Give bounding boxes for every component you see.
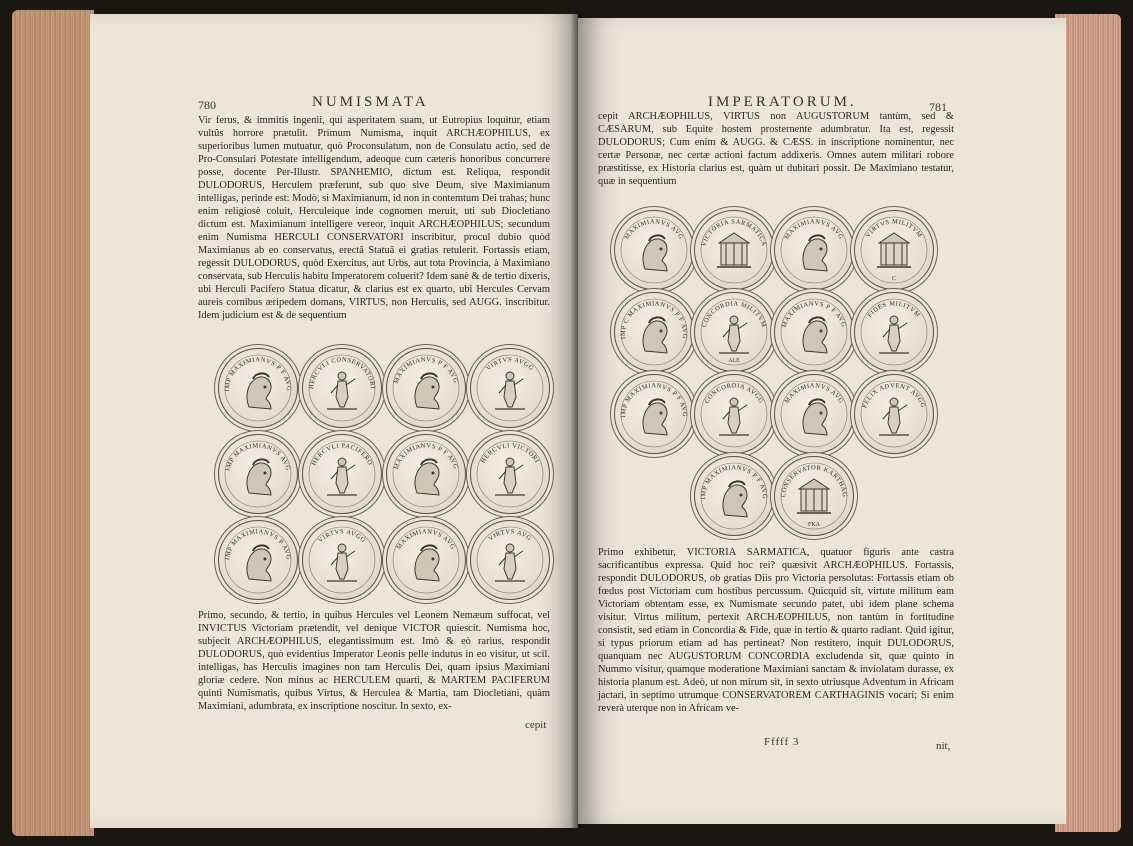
coin-exergue: FKA (807, 522, 821, 528)
coin-temple (694, 210, 774, 290)
right-bottom-text (598, 546, 954, 715)
coin-portrait (386, 434, 466, 514)
coin-portrait (694, 456, 774, 536)
left-page (90, 14, 578, 828)
coin-legend: VIRTVS MILITVM (864, 218, 924, 240)
coin-legend: IMP MAXIMIANVS AVG (224, 442, 292, 472)
coin-portrait (774, 374, 854, 454)
catchword-right: nit, (936, 740, 951, 752)
coin-figure (854, 292, 934, 372)
coin-legend: IMP MAXIMIANVS P F AVG (223, 356, 293, 392)
coin-portrait (614, 374, 694, 454)
coin-legend: VIRTVS AVGG (317, 528, 367, 545)
page-number-left: 780 (198, 98, 216, 112)
coin-figure (470, 348, 550, 428)
running-head-right: IMPERATORUM. (708, 94, 857, 110)
coin-legend: VIRTVS AVG (487, 528, 533, 543)
coin-legend: FELIX ADVENT AVGG (861, 382, 927, 410)
coin-legend: IMP C MAXIMIANVS P F AVG (619, 300, 689, 340)
coin-portrait (614, 210, 694, 290)
running-head-left: NUMISMATA (312, 94, 429, 110)
coin-figure (470, 434, 550, 514)
coin-figure (694, 292, 774, 372)
coin-portrait (386, 348, 466, 428)
right-top-paragraph: cepit ARCHÆOPHILUS, VIRTUS non AUGUSTORUM tantùm, sed & CÆSARUM, sub Equite hostem prosternente adumbratur. Ita est, regessit DULODORUS; Cum enim & AUGG. & CÆSS. in inscriptione nominentur, nec certæ Personæ, nec certæ actioni factum addixeris. Omnes autem militari robore præstitisse, ex Historia clarius est, quàm ut dubitari possit. De Maximiano testatur, quæ in sequentium (598, 111, 954, 187)
coin-legend: CONCORDIA MILITVM (700, 300, 768, 329)
catchword-left: cepit (525, 719, 547, 731)
coin-legend: MAXIMIANVS AVG (395, 528, 457, 551)
coin-figure (470, 520, 550, 600)
right-bottom-paragraph: Primo exhibetur, VICTORIA SARMATICA, quatuor figuris ante castra sacrificantibus expressa. Quid hoc rei? quæsivit ARCHÆOPHILUS. Fortassis, respondit DULODORUS, ob gratias Diis pro Victoria persolutas: Fortassis etiam ob fœdus post Victoriam cum hostibus percussum. Quicquid sit, virtute militum eam Victoriam obtentam esse, ex Numismate secundo patet, ubi idem plane schema visitur. Virtus militum, pertexit ARCHÆOPHILUS, non tantùm in fortitudine consistit, sed etiam in Concordia & Fide, quæ in tertio & quarto radiant. Quid igitur, si typus priorum etiam ad has pertineat? Non restitero, inquit DULODORUS, quanquam nec AUGUSTORUM CONCORDIA excludenda sit, quæ quinto in Nummo visitur, quamque moderatione Maximiani sanctam & inviolatam durasse, ex historia planum est. Adeò, ut non mirum sit, in sexto utriusque Adventum in Africam jactari, in septimo utrumque CONSERVATOREM CARTHAGINIS vocari; Si enim reverà uterque non in Africam ve- (598, 547, 954, 714)
left-bottom-paragraph: Primo, secundo, & tertio, in quibus Hercules vel Leonem Nemæum suffocat, vel INVICTUS Victoriam prætendit, vel denique VICTOR quiescit. Numisma hoc, subjecit ARCHÆOPHILUS, elegantissimum est. Imò & eò rarius, respondit DULODORUS, quò evidentius Imperator Leonis pelle indutus in eo visitur, ut scil. intelligas, has Herculis imagines non tam Herculis Dei, quam ipsius Maximiani gloriæ cedere. Non minus ac HERCULEM quarti, & MARTEM PACIFERUM quinti Numismatis, quibus Virtus, & Herculea & Martia, tam Diocletiani, quàm Maximiani, adumbrata, ex inscriptione noscitur. In sexto, ex- (198, 610, 550, 712)
coin-portrait (218, 348, 298, 428)
coin-legend: IMP MAXIMIANVS P F AVG (619, 382, 689, 418)
page-number-right: 781 (929, 100, 947, 114)
right-top-text (598, 110, 954, 188)
coin-legend: FIDES MILITVM (866, 300, 922, 319)
coin-legend: VICTORIA SARMATICA (700, 218, 768, 248)
coin-temple (854, 210, 934, 290)
coin-figure (302, 348, 382, 428)
coin-figure (302, 520, 382, 600)
coin-portrait (218, 520, 298, 600)
signature-mark: Fffff 3 (764, 736, 800, 748)
coin-legend: HERCVLI VICTORI (479, 442, 541, 465)
left-coin-plate (208, 342, 548, 602)
coin-legend: MAXIMIANVS P F AVG (392, 442, 460, 471)
coin-legend: MAXIMIANVS AVG (783, 382, 845, 405)
coin-portrait (614, 292, 694, 372)
coin-portrait (386, 520, 466, 600)
coin-figure (302, 434, 382, 514)
left-top-paragraph: Vir ferus, & immitis ingenii, qui asperitatem suam, ut Eutropius loquitur, etiam vultûs horrore prætulit. Primum Numisma, inquit ARCHÆOPHILUS, ex superioribus lumen mutuatur, quò Proconsulatum, non de Consulatu actio, sed de Pro-Consulari Potestate intelligendum, adeoque cum cæteris honoribus concurrere posse, docente Per-Illustr. SPANHEMIO, dictum est. Reliqua, respondit DULODORUS, Herculem præferunt, sub quo sive Deum, sive Maximianum intelligas, perinde est: Modò, si Maximianum, id non in contemtum Dei trahas; hunc enim religiosè coluit, Herculeique inde cognomen meruit, uti sub Diocletiano dictum est. Maximianum intelligere vereor, inquit ARCHÆOPHILUS; secundum enim Numisma HERCULI CONSERVATORI inscribitur, procul dubio quòd Maximianus ab eo conservatus, erectâ Statuâ ei gratias retulerit. Fortassis etiam, regessit DULODORUS, quòd Exercitus, aut Urbs, aut tota Provincia, à Maximiano conservata, sub Herculis habitu Imperatorem coluerit? Idem sanè & de tertio dixeris, ubi Herculi Pacifero Statua dicatur, & clarius est ex quarto, ubi Hercules Cervam aureis cornibus æripedem domans, VIRTUS, non Herculis, sed AUGG. inscribitur. Idem judicium est & de sequentium (198, 115, 550, 321)
coin-legend: HERCVLI CONSERVATORI (307, 356, 376, 390)
coin-legend: CONCORDIA AVGG (703, 382, 765, 405)
coin-figure (854, 374, 934, 454)
coin-legend: VIRTVS AVGG (485, 356, 535, 373)
coin-temple (774, 456, 854, 536)
coin-exergue: C (891, 276, 897, 282)
left-bottom-text (198, 609, 550, 713)
coin-portrait (218, 434, 298, 514)
left-top-text (198, 114, 550, 322)
coin-portrait (774, 292, 854, 372)
coin-legend: CONSERVATOR KARTHAG (779, 464, 849, 498)
book-edge-left (12, 10, 94, 836)
coin-exergue: ALE (728, 358, 740, 364)
right-coin-plate (608, 206, 948, 546)
right-page (578, 18, 1066, 824)
coin-legend: IMP MAXIMIANVS P F AVG (699, 464, 769, 500)
coin-legend: MAXIMIANVS P F AVG (780, 300, 848, 329)
coin-legend: MAXIMIANVS AVG (783, 218, 845, 241)
coin-legend: HERCVLI PACIFERO (310, 442, 374, 467)
coin-legend: MAXIMIANVS AVG (623, 218, 685, 241)
coin-portrait (774, 210, 854, 290)
coin-figure (694, 374, 774, 454)
coin-legend: MAXIMIANVS P F AVG (392, 356, 460, 385)
coin-legend: IMP MAXIMIANVS P AVG (224, 528, 292, 561)
